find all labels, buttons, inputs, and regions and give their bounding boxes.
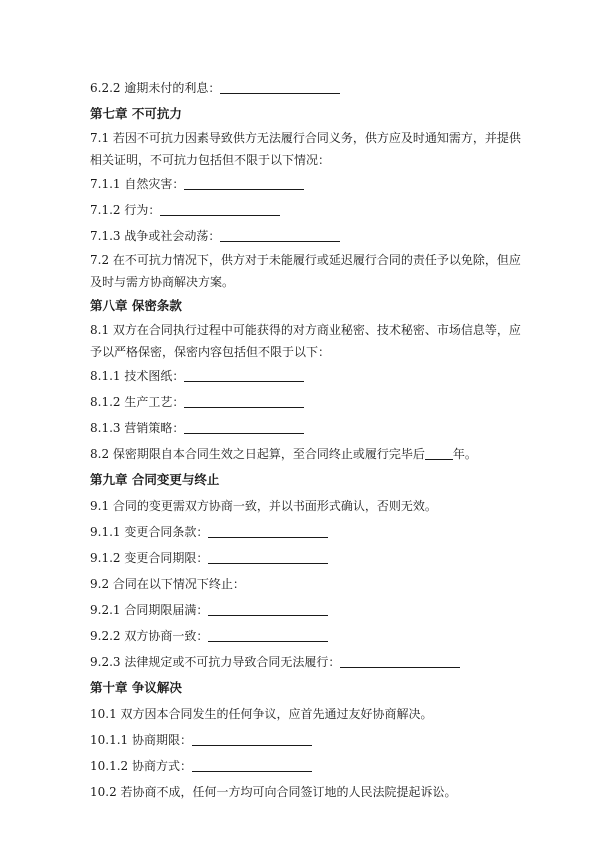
fill-in-blank[interactable] xyxy=(340,654,460,668)
clause-label: 7.1.3 战争或社会动荡： xyxy=(90,229,221,243)
clause-label: 6.2.2 逾期未付的利息： xyxy=(90,81,221,95)
clause-10-2: 10.2 若协商不成，任何一方均可向合同签订地的人民法院提起诉讼。 xyxy=(90,785,457,799)
clause-9-2-3 xyxy=(90,649,530,675)
clause-label: 9.2.1 合同期限届满： xyxy=(90,603,209,617)
fill-in-blank[interactable] xyxy=(220,80,340,94)
clause-label: 10.1.1 协商期限： xyxy=(90,733,192,747)
fill-in-blank[interactable] xyxy=(192,758,312,772)
clause-7-2: 7.2 在不可抗力情况下，供方对于未能履行或延迟履行合同的责任予以免除，但应及时与需方协商解决方案。 xyxy=(90,253,521,289)
clause-6-2-2 xyxy=(90,75,530,101)
clause-10-1-2 xyxy=(90,753,530,779)
fill-in-blank[interactable] xyxy=(220,228,340,242)
clause-7-1-1 xyxy=(90,171,530,197)
clause-label: 8.1.1 技术图纸： xyxy=(90,369,185,383)
clause-9-2-1 xyxy=(90,597,530,623)
clause-9-1: 9.1 合同的变更需双方协商一致，并以书面形式确认，否则无效。 xyxy=(90,499,437,513)
clause-label: 10.1.2 协商方式： xyxy=(90,759,192,773)
clause-label: 8.1.2 生产工艺： xyxy=(90,395,185,409)
clause-label: 8.1.3 营销策略： xyxy=(90,421,185,435)
clause-7-1: 7.1 若因不可抗力因素导致供方无法履行合同义务，供方应及时通知需方，并提供相关证明，不可抗力包括但不限于以下情况： xyxy=(90,131,521,167)
clause-label: 7.1.1 自然灾害： xyxy=(90,177,185,191)
clause-8-2 xyxy=(90,441,530,467)
clause-9-1-1 xyxy=(90,519,530,545)
fill-in-blank[interactable] xyxy=(208,628,328,642)
chapter-10-heading: 第十章 争议解决 xyxy=(90,680,182,695)
fill-in-blank[interactable] xyxy=(208,550,328,564)
clause-7-1-3 xyxy=(90,223,530,249)
fill-in-blank[interactable] xyxy=(184,368,304,382)
fill-in-blank[interactable] xyxy=(208,524,328,538)
clause-7-1-2 xyxy=(90,197,530,223)
clause-9-2: 9.2 合同在以下情况下终止： xyxy=(90,577,245,591)
clause-suffix: 年。 xyxy=(452,447,477,461)
contract-page xyxy=(90,75,530,805)
clause-10-1: 10.1 双方因本合同发生的任何争议，应首先通过友好协商解决。 xyxy=(90,707,433,721)
fill-in-blank[interactable] xyxy=(208,602,328,616)
fill-in-blank[interactable] xyxy=(184,394,304,408)
clause-label: 7.1.2 行为： xyxy=(90,203,161,217)
clause-label: 9.1.2 变更合同期限： xyxy=(90,551,209,565)
fill-in-blank[interactable] xyxy=(160,202,280,216)
clause-label: 9.2.3 法律规定或不可抗力导致合同无法履行： xyxy=(90,655,341,669)
clause-label: 9.2.2 双方协商一致： xyxy=(90,629,209,643)
clause-8-1-2 xyxy=(90,389,530,415)
clause-10-1-1 xyxy=(90,727,530,753)
fill-in-blank[interactable] xyxy=(184,176,304,190)
chapter-7-heading: 第七章 不可抗力 xyxy=(90,106,182,121)
chapter-8-heading: 第八章 保密条款 xyxy=(90,298,182,313)
clause-label: 8.2 保密期限自本合同生效之日起算，至合同终止或履行完毕后 xyxy=(90,447,425,461)
fill-in-blank[interactable] xyxy=(192,732,312,746)
fill-in-blank[interactable] xyxy=(425,446,453,460)
clause-label: 9.1.1 变更合同条款： xyxy=(90,525,209,539)
fill-in-blank[interactable] xyxy=(184,420,304,434)
clause-8-1-3 xyxy=(90,415,530,441)
clause-9-1-2 xyxy=(90,545,530,571)
clause-8-1-1 xyxy=(90,363,530,389)
chapter-9-heading: 第九章 合同变更与终止 xyxy=(90,472,220,487)
clause-9-2-2 xyxy=(90,623,530,649)
clause-8-1: 8.1 双方在合同执行过程中可能获得的对方商业秘密、技术秘密、市场信息等，应予以严格保密，保密内容包括但不限于以下： xyxy=(90,323,521,359)
